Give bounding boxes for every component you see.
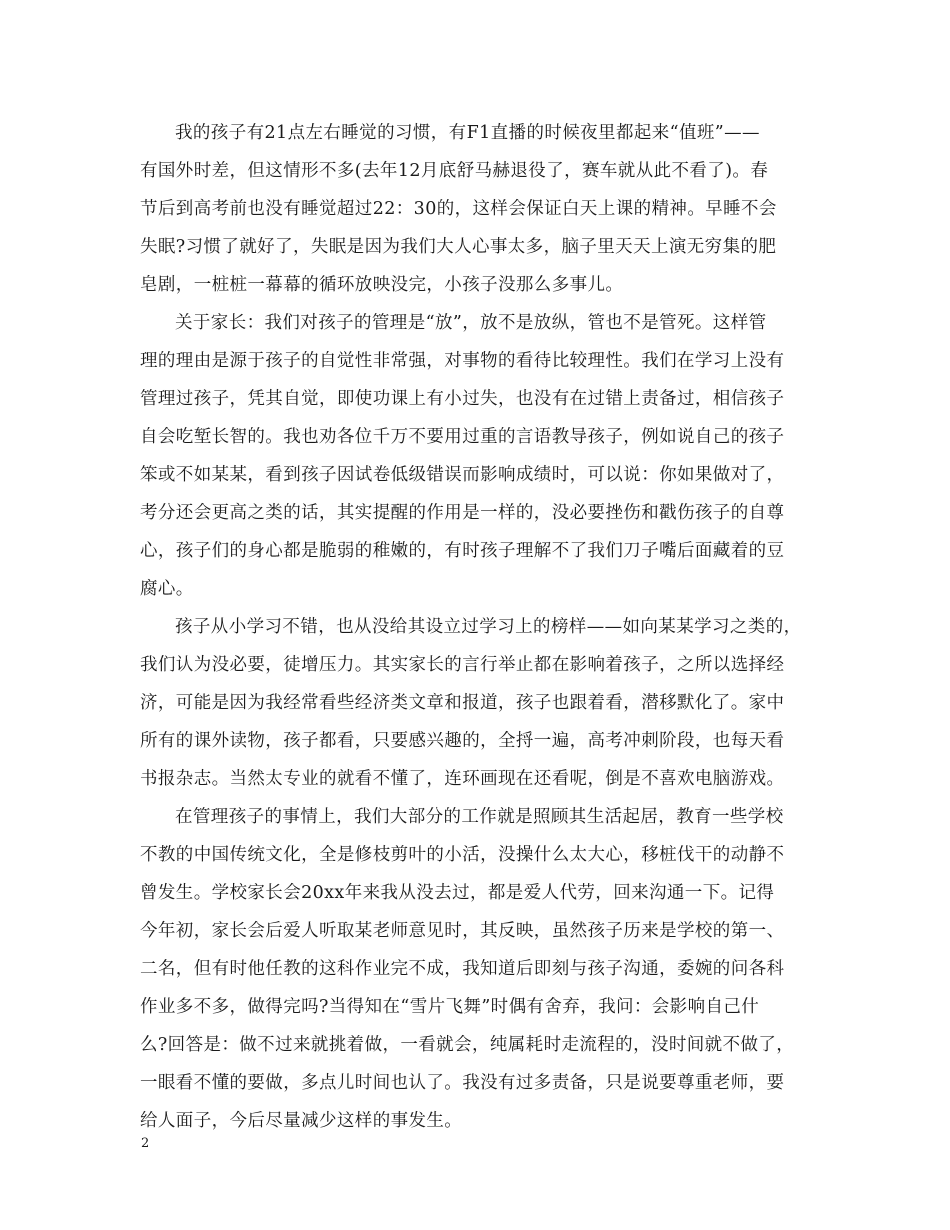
- paragraph-4-line-8: 一眼看不懂的要做，多点儿时间也认了。我没有过多责备，只是说要尊重老师，要: [140, 1073, 785, 1093]
- paragraph-3-line-2: 我们认为没必要，徒增压力。其实家长的言行举止都在影响着孩子，之所以选择经: [140, 655, 785, 675]
- paragraph-1-line-4: 失眠?习惯了就好了，失眠是因为我们大人心事太多，脑子里天天上演无穷集的肥: [140, 237, 777, 257]
- paragraph-2-line-1: 关于家长：我们对孩子的管理是“放”，放不是放纵，管也不是管死。这样管: [175, 313, 767, 333]
- paragraph-1-line-1: 我的孩子有21点左右睡觉的习惯，有F1直播的时候夜里都起来“值班”——: [175, 123, 760, 143]
- paragraph-4-line-4: 今年初，家长会后爱人听取某老师意见时，其反映，虽然孩子历来是学校的第一、: [140, 921, 785, 941]
- paragraph-3-line-1: 孩子从小学习不错，也从没给其设立过学习上的榜样——如向某某学习之类的，: [175, 617, 802, 637]
- paragraph-2-line-2: 理的理由是源于孩子的自觉性非常强，对事物的看待比较理性。我们在学习上没有: [140, 351, 785, 371]
- paragraph-4-line-1: 在管理孩子的事情上，我们大部分的工作就是照顾其生活起居，教育一些学校: [175, 807, 784, 827]
- paragraph-2-line-3: 管理过孩子，凭其自觉，即使功课上有小过失，也没有在过错上责备过，相信孩子: [140, 389, 785, 409]
- paragraph-3-line-4: 所有的课外读物，孩子都看，只要感兴趣的，全捋一遍，高考冲刺阶段，也每天看: [140, 731, 785, 751]
- paragraph-2-line-5: 笨或不如某某，看到孩子因试卷低级错误而影响成绩时，可以说：你如果做对了，: [140, 465, 785, 485]
- paragraph-4-line-6: 作业多不多，做得完吗?当得知在“雪片飞舞”时偶有舍弃，我问：会影响自己什: [140, 997, 760, 1017]
- paragraph-1-line-2: 有国外时差，但这情形不多(去年12月底舒马赫退役了，赛车就从此不看了)。春: [140, 161, 769, 181]
- paragraph-1-line-5: 皂剧，一桩桩一幕幕的循环放映没完，小孩子没那么多事儿。: [140, 275, 624, 295]
- paragraph-4-line-9: 给人面子，今后尽量减少这样的事发生。: [140, 1111, 463, 1131]
- paragraph-2-line-6: 考分还会更高之类的话，其实提醒的作用是一样的，没必要挫伤和戳伤孩子的自尊: [140, 503, 785, 523]
- paragraph-4-line-7: 么?回答是：做不过来就挑着做，一看就会，纯属耗时走流程的，没时间就不做了，: [140, 1035, 795, 1055]
- paragraph-3-line-5: 书报杂志。当然太专业的就看不懂了，连环画现在还看呢，倒是不喜欢电脑游戏。: [140, 769, 785, 789]
- paragraph-4-line-5: 二名，但有时他任教的这科作业完不成，我知道后即刻与孩子沟通，委婉的问各科: [140, 959, 785, 979]
- page-number: 2: [141, 1136, 150, 1151]
- paragraph-1-line-3: 节后到高考前也没有睡觉超过22：30的，这样会保证白天上课的精神。早睡不会: [140, 199, 777, 219]
- paragraph-2-line-8: 腐心。: [140, 579, 194, 599]
- paragraph-3-line-3: 济，可能是因为我经常看些经济类文章和报道，孩子也跟着看，潜移默化了。家中: [140, 693, 785, 713]
- paragraph-2-line-4: 自会吃堑长智的。我也劝各位千万不要用过重的言语教导孩子，例如说自己的孩子: [140, 427, 785, 447]
- paragraph-4-line-2: 不教的中国传统文化，全是修枝剪叶的小活，没操什么太大心，移桩伐干的动静不: [140, 845, 785, 865]
- paragraph-4-line-3: 曾发生。学校家长会20xx年来我从没去过，都是爱人代劳，回来沟通一下。记得: [140, 883, 775, 903]
- paragraph-2-line-7: 心，孩子们的身心都是脆弱的稚嫩的，有时孩子理解不了我们刀子嘴后面藏着的豆: [140, 541, 785, 561]
